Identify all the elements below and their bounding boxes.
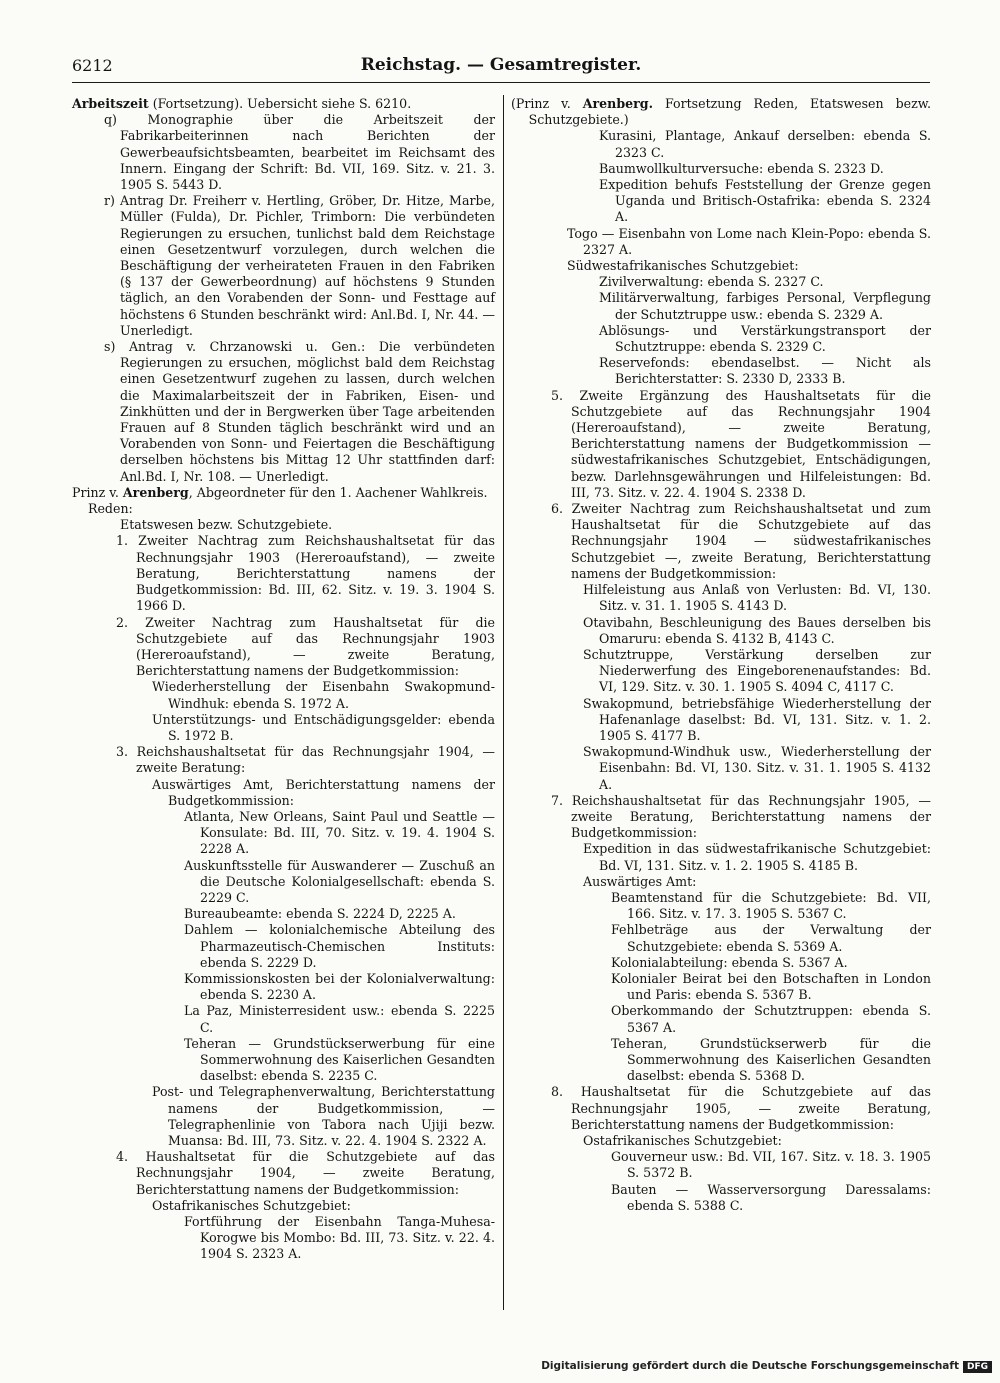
index-entry: 1. Zweiter Nachtrag zum Reichshaushaltsetat für das Rechnungsjahr 1903 (Hereroaufstand), — zweite Beratung, Berichterstattung namens der Budgetkommission: Bd. III, 62. Sitz. v. 19. 3. 1904 S. 1966 D. [116, 533, 495, 614]
cont-prefix: (Prinz v. [511, 96, 583, 111]
footer-text: Digitalisierung gefördert durch die Deutsche Forschungsgemeinschaft [541, 1360, 959, 1372]
entry-heading [72, 96, 495, 112]
index-entry: 3. Reichshaushaltsetat für das Rechnungsjahr 1904, — zweite Beratung: [116, 744, 495, 776]
index-entry: 8. Haushaltsetat für die Schutzgebiete auf das Rechnungsjahr 1905, — zweite Beratung, Berichterstattung namens der Budgetkommission: [551, 1084, 931, 1132]
index-entry: Reservefonds: ebendaselbst. — Nicht als Berichterstatter: S. 2330 D, 2333 B. [599, 355, 931, 387]
reden-label: Reden: [88, 501, 133, 517]
index-entry: Fortführung der Eisenbahn Tanga-Muhesa-Korogwe bis Mombo: Bd. III, 73. Sitz. v. 22. 4. 1904 S. 2323 A. [184, 1214, 495, 1262]
person-prefix: Prinz v. [72, 484, 123, 500]
index-entry: Ablösungs- und Verstärkungstransport der Schutztruppe: ebenda S. 2329 C. [599, 322, 931, 355]
page-number: 6212 [72, 56, 113, 75]
entry-r: r) Antrag Dr. Freiherr v. Hertling, Gröber, Dr. Hitze, Marbe, Müller (Fulda), Dr. Pichler, Trimborn: Die verbündeten Regierungen zu ersuchen, tunlichst bald dem Reichstage einen Gesetzentwurf vorzulegen, durch welchen die Beschäftigung der verheirateten Frauen in den Fabriken (§ 137 der Gewerbeordnung) auf höchstens 9 Stunden täglich, an den Vorabenden der Sonn- und Festtage auf höchstens 6 Stunden beschränkt wird: Anl.Bd. I, Nr. 44. — Unerledigt. [104, 193, 495, 338]
cont-name: Arenberg. [582, 96, 653, 111]
index-entry: Swakopmund-Windhuk usw., Wiederherstellung der Eisenbahn: Bd. VI, 130. Sitz. v. 31. 1. 1905 S. 4132 A. [583, 744, 931, 792]
entry-heading-rest: (Fortsetzung). Uebersicht siehe S. 6210. [148, 96, 412, 111]
dfg-logo: DFG [963, 1361, 992, 1373]
left-column [72, 96, 495, 1263]
person-name: Arenberg [122, 484, 189, 500]
etat-heading: Etatswesen bezw. Schutzgebiete. [120, 517, 333, 533]
index-entry: Atlanta, New Orleans, Saint Paul und Seattle — Konsulate: Bd. III, 70. Sitz. v. 19. 4. 1904 S. 2228 A. [184, 808, 495, 857]
entry-keyword: Arbeitszeit [72, 96, 149, 111]
index-entry: La Paz, Ministerresident usw.: ebenda S. 2225 C. [184, 1003, 495, 1035]
index-entry: Teheran — Grundstückserwerbung für eine Sommerwohnung des Kaiserlichen Gesandten daselbst: ebenda S. 2235 C. [184, 1035, 495, 1084]
footer-credit [541, 1360, 992, 1373]
index-entry: Oberkommando der Schutztruppen: ebenda S. 5367 A. [611, 1003, 931, 1035]
index-entry: Auswärtiges Amt: [583, 873, 697, 889]
index-entry: Beamtenstand für die Schutzgebiete: Bd. VII, 166. Sitz. v. 17. 3. 1905 S. 5367 C. [611, 889, 931, 922]
right-column [511, 96, 931, 1214]
index-entry: Kolonialer Beirat bei den Botschaften in London und Paris: ebenda S. 5367 B. [611, 970, 931, 1003]
person-heading [72, 485, 495, 501]
index-entry: Hilfeleistung aus Anlaß von Verlusten: Bd. VI, 130. Sitz. v. 31. 1. 1905 S. 4143 D. [583, 582, 931, 614]
index-entry: Unterstützungs- und Entschädigungsgelder: ebenda S. 1972 B. [152, 711, 495, 743]
index-entry: Expedition in das südwestafrikanische Schutzgebiet: Bd. VI, 131. Sitz. v. 1. 2. 1905 S. 4185 B. [583, 841, 931, 873]
index-entry: Post- und Telegraphenverwaltung, Berichterstattung namens der Budgetkommission, — Telegraphenlinie von Tabora nach Ujiji bezw. Muansa: Bd. III, 73. Sitz. v. 22. 4. 1904 S. 2322 A. [152, 1084, 495, 1148]
index-entry: Zivilverwaltung: ebenda S. 2327 C. [599, 274, 824, 290]
index-entry: Ostafrikanisches Schutzgebiet: [583, 1133, 782, 1148]
index-entry: 2. Zweiter Nachtrag zum Haushaltsetat für die Schutzgebiete auf das Rechnungsjahr 1903 (Hereroaufstand), — zweite Beratung, Berichterstattung namens der Budgetkommission: [116, 614, 495, 679]
page-title: Reichstag. — Gesamtregister. [360, 55, 642, 75]
index-entry: Bureaubeamte: ebenda S. 2224 D, 2225 A. [184, 906, 456, 922]
index-entry: Baumwollkulturversuche: ebenda S. 2323 D. [599, 160, 884, 176]
index-entry: Ostafrikanisches Schutzgebiet: [152, 1197, 351, 1213]
index-entry: 6. Zweiter Nachtrag zum Reichshaushaltsetat und zum Haushaltsetat für die Schutzgebiete auf das Rechnungsjahr 1904 — südwestafrikanisches Schutzgebiet —, zweite Beratung, Berichterstattung namens der Budgetkommission: [551, 501, 931, 581]
right-items [511, 128, 931, 1214]
index-entry: Südwestafrikanisches Schutzgebiet: [567, 258, 799, 274]
index-entry: Dahlem — kolonialchemische Abteilung des Pharmazeutisch-Chemischen Instituts: ebenda S. 2229 D. [184, 922, 495, 970]
column-divider [503, 95, 504, 1310]
page-header [72, 52, 930, 83]
index-entry: Wiederherstellung der Eisenbahn Swakopmund-Windhuk: ebenda S. 1972 A. [152, 679, 495, 711]
index-entry: Kommissionskosten bei der Kolonialverwaltung: ebenda S. 2230 A. [184, 970, 495, 1003]
index-entry: Bauten — Wasserversorgung Daressalams: ebenda S. 5388 C. [611, 1181, 931, 1213]
index-entry: Militärverwaltung, farbiges Personal, Verpflegung der Schutztruppe usw.: ebenda S. 2329 A. [599, 290, 931, 322]
index-entry: 4. Haushaltsetat für die Schutzgebiete auf das Rechnungsjahr 1904, — zweite Beratung, Berichterstattung namens der Budgetkommission: [116, 1149, 495, 1197]
index-entry: 5. Zweite Ergänzung des Haushaltsetats für die Schutzgebiete auf das Rechnungsjahr 1904 (Hereroaufstand), — zweite Beratung, Berichterstattung namens der Budgetkommission — südwestafrikanisches Schutzgebiet, Entschädigungen, bezw. Darlehnsgewährungen und Hilfeleistungen: Bd. III, 73. Sitz. v. 22. 4. 1904 S. 2338 D. [551, 387, 931, 500]
index-entry: Auswärtiges Amt, Berichterstattung namens der Budgetkommission: [152, 776, 495, 808]
index-entry: Otavibahn, Beschleunigung des Baues derselben bis Omaruru: ebenda S. 4132 B, 4143 C. [583, 614, 931, 646]
index-entry: Kolonialabteilung: ebenda S. 5367 A. [611, 954, 848, 970]
left-items [72, 533, 495, 1262]
index-entry: Auskunftsstelle für Auswanderer — Zuschuß an die Deutsche Kolonialgesellschaft: ebenda S. 2229 C. [184, 857, 495, 905]
index-entry: Kurasini, Plantage, Ankauf derselben: ebenda S. 2323 C. [599, 128, 931, 160]
index-entry: Togo — Eisenbahn von Lome nach Klein-Popo: ebenda S. 2327 A. [567, 225, 931, 257]
index-entry: 7. Reichshaushaltsetat für das Rechnungsjahr 1905, — zweite Beratung, Berichterstattung namens der Budgetkommission: [551, 792, 931, 841]
index-entry: Swakopmund, betriebsfähige Wiederherstellung der Hafenanlage daselbst: Bd. VI, 131. Sitz. v. 1. 2. 1905 S. 4177 B. [583, 695, 931, 743]
continuation-heading [511, 96, 931, 128]
index-entry: Fehlbeträge aus der Verwaltung der Schutzgebiete: ebenda S. 5369 A. [611, 922, 931, 954]
cont-rest: Fortsetzung Reden, Etatswesen bezw. Schutzgebiete.) [528, 96, 932, 128]
index-entry: Teheran, Grundstückserwerb für die Sommerwohnung des Kaiserlichen Gesandten daselbst: ebenda S. 5368 D. [611, 1035, 931, 1084]
entry-s: s) Antrag v. Chrzanowski u. Gen.: Die verbündeten Regierungen zu ersuchen, möglichst bald dem Reichstag einen Gesetzentwurf zugehen zu lassen, durch welchen die Maximalarbeitszeit der in Fabriken, Eisen- und Zinkhütten und der in Bergwerken über Tage arbeitenden Frauen auf 8 Stunden täglich beschränkt wird und an Vorabenden von Sonn- und Feiertagen die Beschäftigung derselben höchstens bis Mittag 12 Uhr stattfinden darf: Anl.Bd. I, Nr. 108. — Unerledigt. [104, 339, 495, 484]
index-entry: Expedition behufs Feststellung der Grenze gegen Uganda und Britisch-Ostafrika: ebenda S. 2324 A. [599, 177, 931, 225]
index-entry: Gouverneur usw.: Bd. VII, 167. Sitz. v. 18. 3. 1905 S. 5372 B. [611, 1149, 931, 1181]
person-desc: , Abgeordneter für den 1. Aachener Wahlkreis. [188, 484, 488, 500]
entry-q: q) Monographie über die Arbeitszeit der Fabrikarbeiterinnen nach Berichten der Gewerbeaufsichtsbeamten, bearbeitet im Reichsamt des Innern. Eingang der Schrift: Bd. VII, 169. Sitz. v. 21. 3. 1905 S. 5443 D. [104, 112, 495, 193]
index-entry: Schutztruppe, Verstärkung derselben zur Niederwerfung des Eingeborenenaufstandes: Bd. VI, 129. Sitz. v. 30. 1. 1905 S. 4094 C, 4117 C. [583, 646, 931, 695]
